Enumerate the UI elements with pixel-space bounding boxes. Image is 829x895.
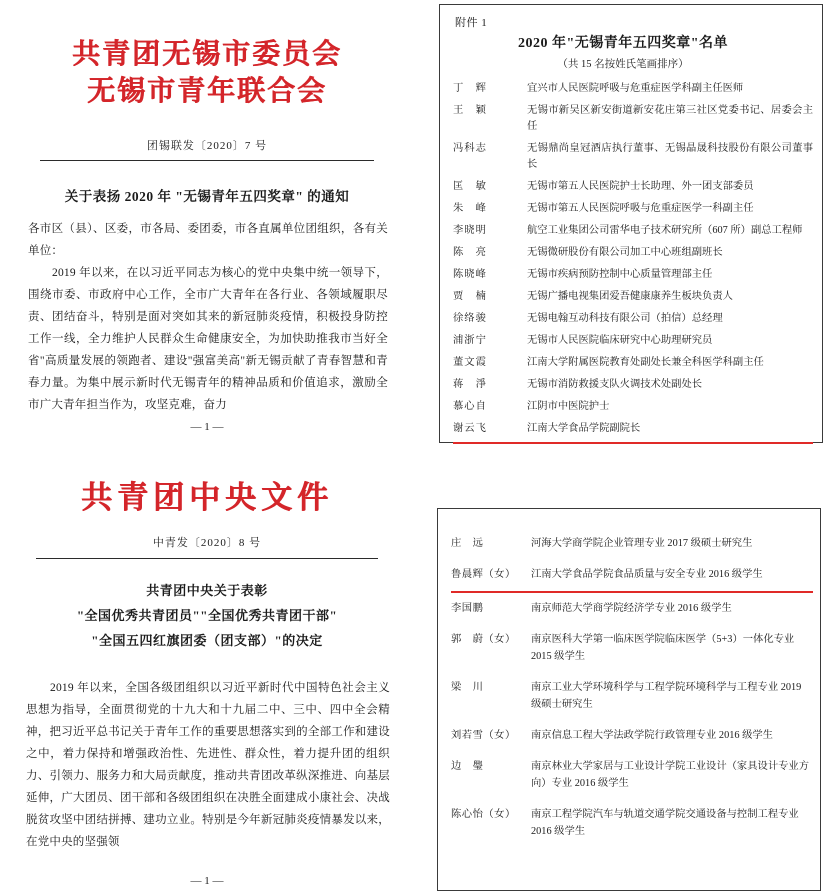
person-description: 江南大学附属医院教育处副处长兼全科医学科副主任	[527, 357, 764, 368]
person-description: 江南大学食品学院食品质量与安全专业 2016 级学生	[531, 559, 813, 592]
person-description: 无锡市疾病预防控制中心质量管理部主任	[527, 269, 713, 280]
person-description: 南京医科大学第一临床医学院临床医学（5+3）一体化专业 2015 级学生	[531, 634, 795, 662]
person-name: 刘若雪（女）	[451, 730, 516, 741]
person-name: 庄 远	[451, 538, 484, 549]
person-name: 陈心怡（女）	[451, 809, 516, 820]
list-title: 2020 年"无锡青年五四奖章"名单	[517, 36, 729, 51]
person-description: 南京师范大学商学院经济学专业 2016 级学生	[531, 603, 732, 614]
header-divider	[36, 558, 378, 559]
org-title-line-2: 无锡市青年联合会	[86, 76, 327, 107]
person-description: 河海大学商学院企业管理专业 2017 级硕士研究生	[531, 538, 753, 549]
person-description: 南京林业大学家居与工业设计学院工业设计（家具设计专业方向）专业 2016 级学生	[531, 761, 810, 789]
person-name: 朱 峰	[453, 203, 487, 214]
person-name: 冯科志	[453, 143, 487, 154]
person-description: 无锡电翰互动科技有限公司（拍信）总经理	[527, 313, 723, 324]
table-row	[453, 264, 813, 286]
person-name: 谢云飞	[453, 418, 527, 443]
person-name: 丁 辉	[453, 83, 487, 94]
person-description: 江阴市中医院护士	[527, 401, 610, 412]
person-description: 江南大学食品学院副院长	[527, 418, 813, 443]
person-description: 无锡市消防救援支队火调技术处副处长	[527, 379, 703, 390]
document-title	[0, 578, 414, 653]
document-bottom-right	[417, 450, 829, 895]
person-description: 无锡鼎尚皇冠酒店执行董事、无锡晶晟科技股份有限公司董事长	[527, 143, 813, 170]
org-title-line-1: 共青团无锡市委员会	[71, 39, 342, 70]
table-row	[453, 176, 813, 198]
person-name: 董文霞	[453, 357, 487, 368]
document-top-left	[0, 0, 414, 447]
person-name: 陈 亮	[453, 247, 487, 258]
student-name-table	[451, 528, 813, 847]
person-name: 梁 川	[451, 682, 484, 693]
document-number: 团锡联发〔2020〕7 号	[146, 140, 268, 152]
person-name: 陈晓峰	[453, 269, 487, 280]
table-row	[451, 720, 813, 751]
person-description: 南京工程学院汽车与轨道交通学院交通设备与控制工程专业 2016 级学生	[531, 809, 799, 837]
body-paragraph-2: 2019 年以来，在以习近平同志为核心的党中央集中统一领导下，围绕市委、市政府中心工作，全市广大青年在各行业、各领域履职尽责、团结奋斗，特别是面对突如其来的新冠肺炎疫情，积极投身防控工作一线，全力维护人民群众生命健康安全，为加快助推我市当好全省"高质量发展的领跑者、建设"强富美高"新无锡贡献了青春智慧和青春力量。为集中展示新时代无锡青年的精神品质和价值追求，激励全市广大青年担当作为，攻坚克难，奋力	[28, 267, 388, 411]
person-description: 宜兴市人民医院呼吸与危重症医学科副主任医师	[527, 83, 744, 94]
attachment-label: 附件 1	[455, 17, 488, 29]
table-row	[453, 198, 813, 220]
person-name: 慕心自	[453, 401, 487, 412]
table-row	[453, 396, 813, 418]
title-line-2: "全国优秀共青团员""全国优秀共青团干部"	[76, 608, 338, 623]
document-number: 中青发〔2020〕8 号	[152, 537, 262, 549]
person-description: 南京工业大学环境科学与工程学院环境科学与工程专业 2019 级硕士研究生	[531, 682, 802, 710]
title-line-1: 共青团中央关于表彰	[146, 583, 268, 598]
person-name: 李国鹏	[451, 603, 484, 614]
person-description: 航空工业集团公司雷华电子技术研究所（607 所）副总工程师	[527, 225, 803, 236]
person-name: 李晓明	[453, 225, 487, 236]
person-name: 徐络骏	[453, 313, 487, 324]
document-title: 关于表扬 2020 年 "无锡青年五四奖章" 的通知	[64, 189, 350, 204]
page-number: — 1 —	[190, 875, 224, 887]
person-description: 无锡微研股份有限公司加工中心班组副班长	[527, 247, 723, 258]
table-row	[453, 220, 813, 242]
table-row	[453, 308, 813, 330]
person-name: 王 颖	[453, 105, 487, 116]
person-description: 南京信息工程大学法政学院行政管理专业 2016 级学生	[531, 730, 773, 741]
table-row	[453, 78, 813, 100]
body-paragraph-1: 2019 年以来，全国各级团组织以习近平新时代中国特色社会主义思想为指导，全面贯彻党的十九大和十九届二中、三中、四中全会精神，把习近平总书记关于青年工作的重要思想落实到的全部工作和建设之中，着力保持和增强政治性、先进性、群众性，着力提升团的组织力、引领力、服务力和大局贡献度，推动共青团改革纵深推进、向基层延伸，广大团员、团干部和各级团组织在决胜全面建成小康社会、决战脱贫攻坚中团结拼搏、建功立业。特别是今年新冠肺炎疫情暴发以来，在党中央的坚强领	[26, 681, 390, 848]
document-body	[28, 218, 388, 416]
person-name: 边 璺	[451, 761, 484, 772]
person-name: 匡 敏	[453, 181, 487, 192]
award-name-table	[453, 78, 813, 444]
person-name: 郭 蔚（女）	[451, 634, 516, 645]
person-name: 鲁晨辉（女）	[451, 559, 531, 592]
document-top-right	[417, 0, 829, 447]
title-line-3: "全国五四红旗团委（团支部）"的决定	[91, 633, 323, 648]
person-description: 无锡市新吴区新安街道新安花庄第三社区党委书记、居委会主任	[527, 105, 813, 132]
document-bottom-left	[0, 450, 414, 895]
person-description: 无锡市第五人民医院护士长助理、外一团支部委员	[527, 181, 754, 192]
table-row	[453, 242, 813, 264]
banner-title: 共青团中央文件	[81, 480, 333, 515]
table-row	[451, 672, 813, 720]
table-row	[453, 352, 813, 374]
table-row	[451, 528, 813, 559]
page-number: — 1 —	[190, 421, 224, 433]
header-divider	[40, 160, 374, 161]
document-body	[26, 665, 390, 864]
table-row	[451, 592, 813, 624]
table-row	[453, 330, 813, 352]
table-row	[453, 100, 813, 138]
table-row	[451, 751, 813, 799]
person-name: 贾 楠	[453, 291, 487, 302]
table-row	[453, 374, 813, 396]
table-row-highlighted	[451, 559, 813, 592]
table-row	[453, 286, 813, 308]
person-description: 无锡市第五人民医院呼吸与危重症医学一科副主任	[527, 203, 754, 214]
list-subtitle: （共 15 名按姓氏笔画排序）	[557, 59, 689, 70]
body-paragraph-1: 各市区（县）、区委，市各局、委团委，市各直属单位团组织，各有关单位：	[28, 223, 388, 257]
person-description: 无锡广播电视集团爱吾健康康养生板块负责人	[527, 291, 733, 302]
table-row	[451, 799, 813, 847]
table-row-highlighted	[453, 418, 813, 443]
table-row	[451, 624, 813, 672]
table-row	[453, 138, 813, 176]
person-name: 蒋 淨	[453, 379, 487, 390]
person-name: 浦浙宁	[453, 335, 487, 346]
person-description: 无锡市人民医院临床研究中心助理研究员	[527, 335, 713, 346]
